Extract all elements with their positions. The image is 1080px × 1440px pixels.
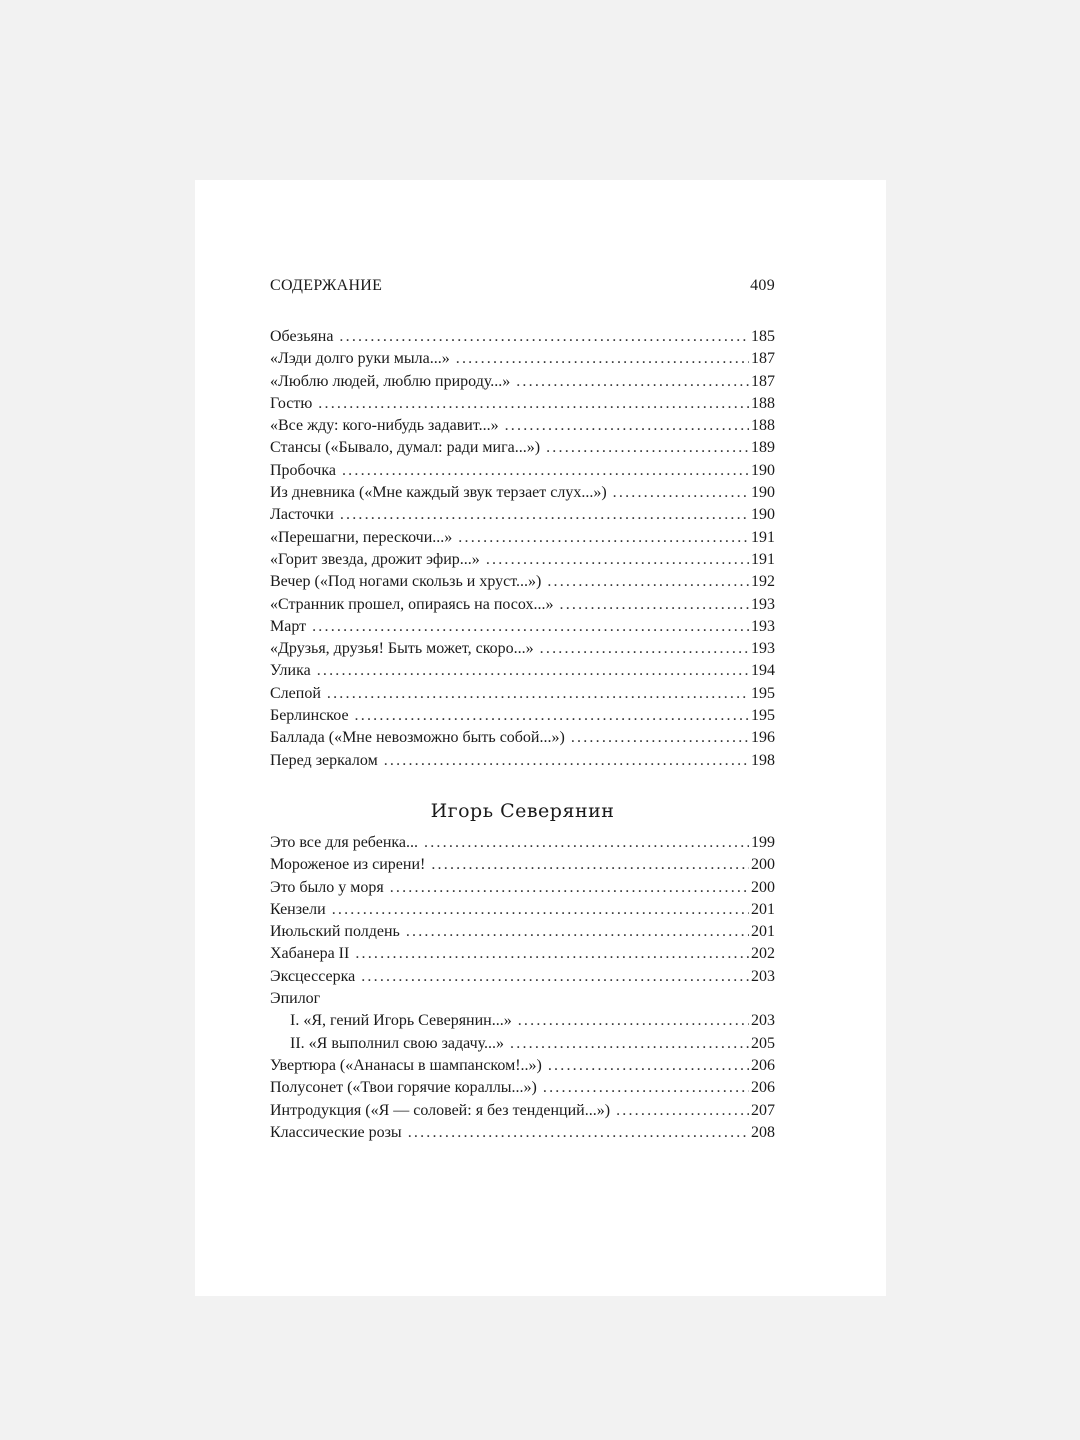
dot-leader (332, 899, 749, 921)
toc-entry-page: 190 (751, 461, 775, 479)
toc-entry-title: «Странник прошел, опираясь на посох...» (270, 595, 554, 613)
toc-entry-page: 206 (751, 1079, 775, 1097)
toc-entry-title: Баллада («Мне невозможно быть собой...») (270, 729, 565, 747)
toc-entry-page: 190 (751, 506, 775, 524)
toc-entry (270, 1100, 775, 1122)
toc-entry (270, 326, 775, 348)
toc-entry (270, 504, 775, 526)
toc-entry (270, 966, 775, 988)
toc-entry-page: 188 (751, 417, 775, 435)
toc-entry-title: «Друзья, друзья! Быть может, скоро...» (270, 640, 534, 658)
toc-entry-page: 201 (751, 900, 775, 918)
toc-entry-title: Вечер («Под ногами скользь и хруст...») (270, 573, 542, 591)
dot-leader (548, 1055, 749, 1077)
dot-leader (390, 877, 749, 899)
toc-entry (270, 1055, 775, 1077)
dot-leader (543, 1077, 749, 1099)
toc-entry (270, 527, 775, 549)
toc-entry-title: Слепой (270, 684, 321, 702)
toc-entry (270, 594, 775, 616)
toc-entry (270, 1077, 775, 1099)
dot-leader (458, 527, 749, 549)
dot-leader (505, 415, 749, 437)
toc-entry (270, 393, 775, 415)
toc-entry-title: Эксцессерка (270, 967, 356, 985)
toc-entry-title: «Все жду: кого-нибудь задавит...» (270, 417, 499, 435)
toc-entry-page: 195 (751, 684, 775, 702)
toc-entry-title: Июльский полдень (270, 923, 400, 941)
toc-entry-title: Полусонет («Твои горячие кораллы...») (270, 1079, 537, 1097)
toc-entry-title: Это было у моря (270, 878, 384, 896)
toc-entry-title: Интродукция («Я — соловей: я без тенденций...») (270, 1101, 611, 1119)
toc-entry-page: 196 (751, 729, 775, 747)
toc-entry-page: 195 (751, 707, 775, 725)
toc-entry (270, 705, 775, 727)
dot-leader (456, 348, 749, 370)
toc-entry-page: 208 (751, 1123, 775, 1141)
toc-subentry (270, 1033, 775, 1055)
toc-entry (270, 899, 775, 921)
toc-entry (270, 660, 775, 682)
dot-leader (546, 437, 749, 459)
toc-entry-title: Это все для ребенка... (270, 834, 419, 851)
dot-leader (424, 832, 749, 854)
toc-entry (270, 549, 775, 571)
toc-entry-page: 187 (751, 350, 775, 368)
dot-leader (327, 683, 749, 705)
toc-entry-page: 191 (751, 550, 775, 568)
dot-leader (342, 460, 749, 482)
toc-entry-title: Берлинское (270, 707, 349, 725)
toc-entry (270, 437, 775, 459)
toc-entry-page: 203 (751, 967, 775, 985)
header-page-number: 409 (750, 277, 775, 294)
toc-subentry (270, 1010, 775, 1032)
toc-entry-page: 201 (751, 923, 775, 941)
toc-entry-page: 187 (751, 372, 775, 390)
toc-entry (270, 727, 775, 749)
toc-entry-page: 207 (751, 1101, 775, 1119)
toc-entry-title: Перед зеркалом (270, 751, 378, 769)
dot-leader (486, 549, 749, 571)
toc-entry-title: «Люблю людей, люблю природу...» (270, 372, 511, 390)
toc-entry-page: 185 (751, 328, 775, 345)
toc-entry-page: 188 (751, 394, 775, 412)
dot-leader (361, 966, 749, 988)
toc-section-one (270, 326, 775, 772)
toc-entry-title: Гостю (270, 394, 313, 412)
toc-entry-page: 203 (751, 1012, 775, 1030)
dot-leader (339, 326, 749, 348)
dot-leader (547, 571, 749, 593)
toc-entry-page: 193 (751, 617, 775, 635)
toc-entry-group-heading (270, 988, 775, 1010)
toc-entry-title: Классические розы (270, 1123, 402, 1141)
toc-entry (270, 832, 775, 854)
toc-entry-title: Увертюра («Ананасы в шампанском!..») (270, 1056, 542, 1074)
book-page (195, 180, 886, 1296)
toc-entry-page: 205 (751, 1034, 775, 1052)
header-title: СОДЕРЖАНИЕ (270, 277, 383, 294)
dot-leader (518, 1010, 749, 1032)
toc-entry-page: 200 (751, 878, 775, 896)
toc-entry-page: 193 (751, 640, 775, 658)
toc-entry-page: 193 (751, 595, 775, 613)
toc-entry (270, 854, 775, 876)
toc-entry (270, 1122, 775, 1144)
dot-leader (510, 1033, 749, 1055)
toc-entry-title: «Лэди долго руки мыла...» (270, 350, 450, 368)
running-header (270, 277, 775, 295)
toc-entry-page: 194 (751, 662, 775, 680)
toc-entry-title: «Перешагни, перескочи...» (270, 528, 453, 546)
toc-entry-title: Март (270, 617, 307, 635)
toc-entry-page: 199 (751, 834, 775, 851)
toc-entry (270, 371, 775, 393)
toc-entry (270, 348, 775, 370)
toc-entry (270, 638, 775, 660)
dot-leader (340, 504, 749, 526)
toc-entry-page: 189 (751, 439, 775, 457)
dot-leader (408, 1122, 749, 1144)
dot-leader (355, 705, 749, 727)
toc-entry-title: Мороженое из сирени! (270, 856, 426, 874)
dot-leader (355, 943, 749, 965)
toc-entry-title: Пробочка (270, 461, 336, 479)
toc-entry (270, 877, 775, 899)
toc-entry (270, 943, 775, 965)
dot-leader (571, 727, 749, 749)
toc-entry-title: «Горит звезда, дрожит эфир...» (270, 550, 480, 568)
dot-leader (560, 594, 750, 616)
dot-leader (406, 921, 749, 943)
toc-entry-title: Обезьяна (270, 328, 334, 345)
toc-entry (270, 571, 775, 593)
dot-leader (516, 371, 749, 393)
toc-entry-title: Ласточки (270, 506, 334, 524)
dot-leader (616, 1100, 749, 1122)
toc-entry (270, 750, 775, 772)
toc-entry-page: 192 (751, 573, 775, 591)
toc-entry (270, 921, 775, 943)
dot-leader (317, 660, 749, 682)
toc-entry (270, 616, 775, 638)
toc-entry (270, 683, 775, 705)
toc-entry-page: 200 (751, 856, 775, 874)
toc-entry-page: 202 (751, 945, 775, 963)
toc-entry (270, 415, 775, 437)
toc-entry-title: I. «Я, гений Игорь Северянин...» (290, 1012, 512, 1030)
dot-leader (384, 750, 749, 772)
dot-leader (312, 616, 749, 638)
dot-leader (318, 393, 749, 415)
toc-entry-title: Улика (270, 662, 311, 680)
toc-entry (270, 460, 775, 482)
toc-entry-title: Эпилог (270, 990, 321, 1008)
toc-entry-page: 190 (751, 484, 775, 502)
section-author-heading: Игорь Северянин (430, 800, 615, 822)
dot-leader (431, 854, 749, 876)
toc-entry-title: Стансы («Бывало, думал: ради мига...») (270, 439, 541, 457)
toc-entry (270, 482, 775, 504)
toc-entry-title: Из дневника («Мне каждый звук терзает слух...») (270, 484, 607, 502)
toc-entry-page: 191 (751, 528, 775, 546)
toc-entry-title: Кензели (270, 900, 326, 918)
toc-entry-page: 206 (751, 1056, 775, 1074)
toc-entry-title: II. «Я выполнил свою задачу...» (290, 1034, 505, 1052)
dot-leader (613, 482, 749, 504)
toc-entry-title: Хабанера II (270, 945, 350, 963)
toc-entry-page: 198 (751, 751, 775, 769)
dot-leader (540, 638, 749, 660)
toc-section-two (270, 832, 775, 1144)
